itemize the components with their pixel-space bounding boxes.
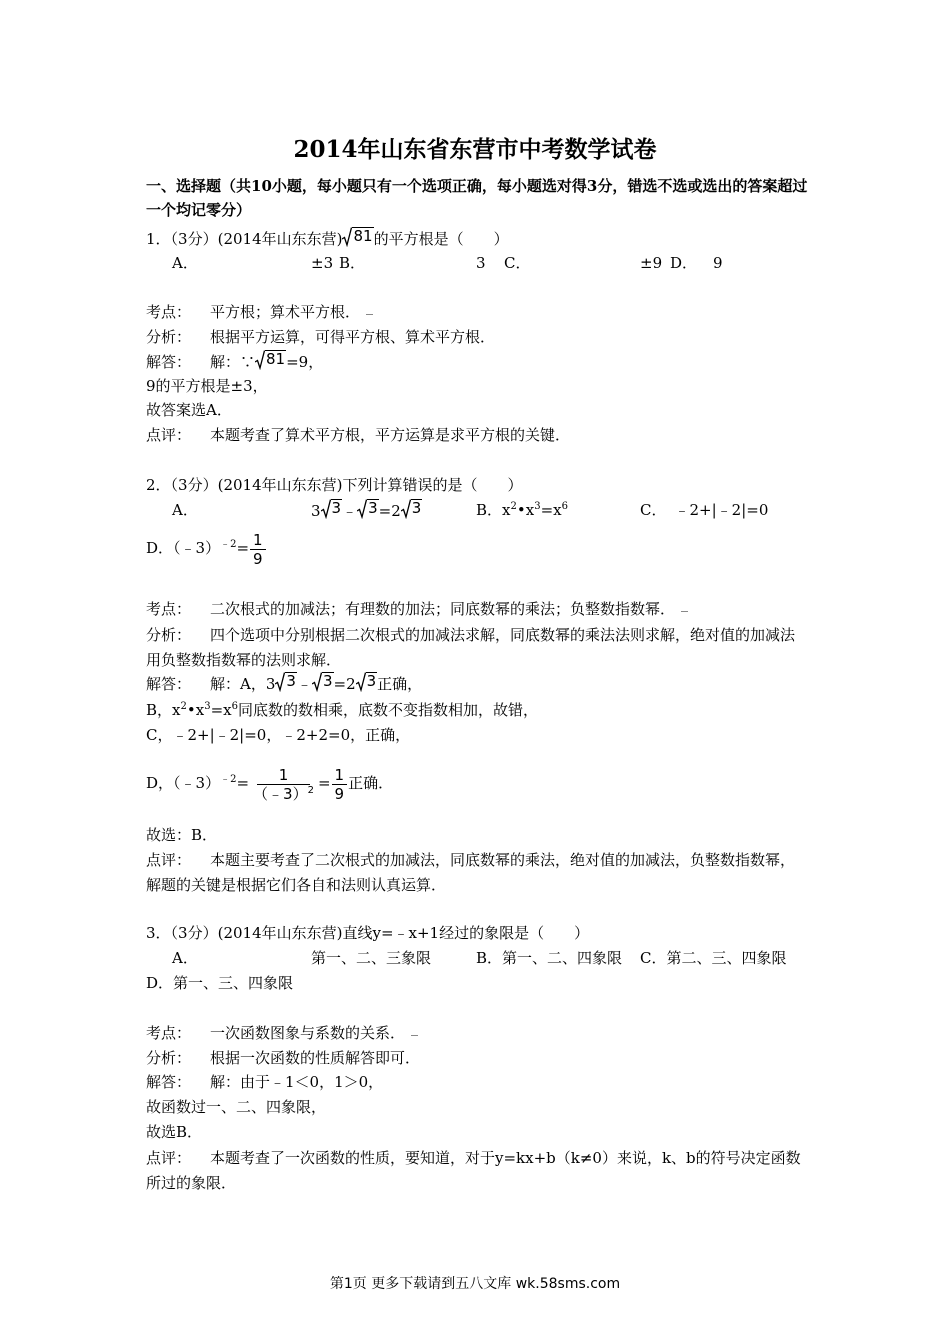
q2-line-d (146, 762, 393, 804)
radicand: 81 (266, 350, 286, 368)
q3-option-a-label: A． (172, 949, 198, 967)
q3-fenxi (146, 1047, 420, 1069)
equals: = (236, 774, 250, 792)
q3-option-a-value: 第一、二、三象限 (311, 949, 432, 967)
q2-answer: 故选：B． (146, 826, 218, 844)
exponent: 2 (510, 501, 517, 512)
tag-fenxi: 分析： (146, 328, 192, 346)
q3-dianping-text: 本题考查了一次函数的性质，要知道，对于y=kx+b（k≠0）来说，k、b的符号决定函数所过的象限． (146, 1149, 801, 1192)
denominator (250, 785, 317, 803)
q2-option-d (146, 528, 267, 568)
dot-x: •x (516, 501, 535, 519)
radicand: 3 (286, 672, 296, 690)
numerator: 1 (257, 766, 311, 785)
underline-mark (681, 610, 688, 612)
q2-jieda (146, 672, 422, 695)
q3-jieda (146, 1071, 383, 1093)
equals-two: =2 (333, 675, 356, 693)
tag-dianping: 点评： (146, 851, 192, 869)
equals-x: =x (540, 501, 562, 519)
q1-jieda-prefix: 解：∵ (210, 353, 256, 371)
q1-option-a-value: ±3 (311, 254, 334, 272)
sqrt-3 (321, 499, 343, 519)
q3-fenxi-text: 根据一次函数的性质解答即可． (210, 1049, 421, 1067)
tag-jieda: 解答： (146, 353, 192, 371)
coefficient: 3 (265, 675, 276, 693)
equals-two: =2 (378, 502, 401, 520)
tag-dianping: 点评： (146, 426, 192, 444)
tag-jieda: 解答： (146, 675, 192, 693)
underline-mark (411, 1034, 418, 1036)
q3-line2: 故函数过一、二、四象限， (146, 1098, 327, 1116)
q2-option-b (476, 499, 568, 521)
q1-jieda-eq: =9， (286, 353, 324, 371)
radicand: 81 (353, 227, 373, 245)
q2-fenxi-text: 四个选项中分别根据二次根式的加减法求解，同底数幂的乘法法则求解，绝对值的加减法用负整数指数幂的法则求解． (146, 626, 796, 669)
line-b-suffix: 同底数的数相乘，底数不变指数相加，故错， (237, 701, 538, 719)
equals: = (317, 774, 331, 792)
q3-option-d: D．第一、三、四象限 (146, 974, 294, 992)
q2-correct: 正确， (377, 675, 423, 693)
var-x: x (172, 701, 181, 719)
q1-dianping-text: 本题考查了算术平方根，平方运算是求平方根的关键． (210, 426, 571, 444)
radicand: 3 (368, 499, 378, 517)
line-d-prefix: D，（﹣3） (146, 774, 221, 792)
q2-option-c-value: ﹣2+|﹣2|=0 (674, 501, 769, 519)
q2-option-a-expr (311, 499, 422, 522)
q3-option-b: B．第一、二、四象限 (476, 949, 623, 967)
q1-kaodian-text: 平方根；算术平方根． (210, 303, 361, 321)
fraction-1-over-neg3-sq (250, 766, 317, 803)
q3-line3: 故选B． (146, 1123, 203, 1141)
q3-jieda-text: 解：由于﹣1＜0，1＞0， (210, 1073, 384, 1091)
exponent: 3 (204, 701, 211, 712)
q2-option-a-label: A． (172, 501, 198, 519)
dot-x: •x (186, 701, 205, 719)
sqrt-3 (356, 672, 378, 692)
q1-option-c-label: C． (504, 254, 531, 272)
q2-option-b-label: B． (476, 501, 503, 519)
exponent: ﹣2 (220, 774, 237, 785)
q2-fenxi (146, 623, 806, 673)
q1-jieda (146, 350, 323, 373)
radicand: 3 (366, 672, 377, 690)
q1-stem-suffix: 的平方根是（ ） (373, 230, 509, 248)
q3-kaodian-text: 一次函数图象与系数的关系． (210, 1024, 406, 1042)
q2-kaodian-text: 二次根式的加减法；有理数的加法；同底数幂的乘法；负整数指数幂． (210, 600, 676, 618)
numerator: 1 (250, 531, 266, 550)
q1-option-d-label: D． (670, 254, 698, 272)
tag-kaodian: 考点： (146, 303, 192, 321)
q1-option-c-value: ±9 (640, 254, 663, 272)
radicand: 3 (322, 672, 333, 690)
equals: = (236, 539, 250, 557)
exponent: 2 (180, 701, 187, 712)
q1-fenxi (146, 326, 495, 348)
q2-option-d-label: D．（﹣3） (146, 539, 221, 557)
q2-line-b (146, 699, 538, 721)
q2-option-c-label: C． (640, 501, 667, 519)
coefficient: 3 (311, 502, 321, 520)
q3-option-c: C．第二、三、四象限 (640, 949, 787, 967)
section-heading: 一、选择题（共10小题，每小题只有一个选项正确，每小题选对得3分，错选不选或选出的答案超过一个均记零分） (146, 177, 808, 219)
q3-dianping (146, 1146, 806, 1196)
q1-option-a-label: A． (172, 254, 198, 272)
q2-jieda-prefix: 解：A， (210, 675, 266, 693)
q3-kaodian (146, 1022, 418, 1044)
minus-sign: ﹣ (342, 502, 358, 520)
sqrt-81 (342, 227, 373, 247)
q1-option-b-value: 3 (476, 254, 486, 272)
page-title: 2014年山东省东营市中考数学试卷 (293, 136, 657, 163)
q1-stem-prefix: 1．（3分）(2014年山东东营) (146, 230, 343, 248)
q1-kaodian (146, 301, 373, 323)
q1-line3: 故答案选A． (146, 401, 232, 419)
exponent: 6 (231, 701, 238, 712)
q1-dianping (146, 424, 570, 446)
tag-kaodian: 考点： (146, 600, 192, 618)
line-b-prefix: B， (146, 701, 173, 719)
line-d-end: 正确． (348, 774, 394, 792)
denominator-base: （﹣3） (253, 784, 308, 803)
denominator: 9 (334, 784, 345, 803)
radicand: 3 (331, 499, 342, 517)
q1-fenxi-text: 根据平方运算，可得平方根、算术平方根． (210, 328, 496, 346)
q2-kaodian (146, 598, 688, 620)
sqrt-3 (401, 499, 423, 519)
numerator: 1 (332, 766, 348, 785)
q2-option-c (640, 499, 768, 521)
fraction-one-ninth (250, 531, 266, 568)
q3-stem: 3．（3分）(2014年山东东营)直线y=﹣x+1经过的象限是（ ） (146, 924, 590, 942)
tag-fenxi: 分析： (146, 1049, 192, 1067)
q2-stem: 2．（3分）(2014年山东东营)下列计算错误的是（ ） (146, 476, 523, 494)
minus-sign: ﹣ (296, 675, 312, 693)
q2-dianping (146, 848, 806, 898)
exponent: 2 (307, 784, 314, 796)
exponent: 6 (561, 501, 568, 512)
q1-stem (146, 227, 509, 250)
q1-line2: 9的平方根是±3， (146, 377, 268, 395)
sqrt-3 (357, 499, 379, 519)
q2-dianping-text: 本题主要考查了二次根式的加减法，同底数幂的乘法，绝对值的加减法，负整数指数幂，解题的关键是根据它们各自和法则认真运算． (146, 851, 796, 894)
q1-option-b-label: B． (339, 254, 366, 272)
exponent: 3 (534, 501, 541, 512)
q2-line-c: C，﹣2+|﹣2|=0，﹣2+2=0，正确， (146, 726, 411, 744)
tag-fenxi: 分析： (146, 626, 192, 644)
denominator: 9 (253, 549, 263, 568)
sqrt-3 (312, 672, 334, 692)
sqrt-3 (275, 672, 297, 692)
tag-jieda: 解答： (146, 1073, 192, 1091)
tag-kaodian: 考点： (146, 1024, 192, 1042)
radicand: 3 (411, 499, 422, 517)
page-footer: 第1页 更多下载请到五八文库 wk.58sms.com (329, 1276, 621, 1292)
q1-option-d-value: 9 (713, 254, 723, 272)
fraction-one-ninth (332, 766, 348, 803)
var-x: x (502, 501, 511, 519)
sqrt-81 (255, 350, 286, 370)
exponent: ﹣2 (220, 539, 237, 550)
underline-mark (366, 313, 373, 315)
tag-dianping: 点评： (146, 1149, 192, 1167)
equals-x: =x (210, 701, 232, 719)
